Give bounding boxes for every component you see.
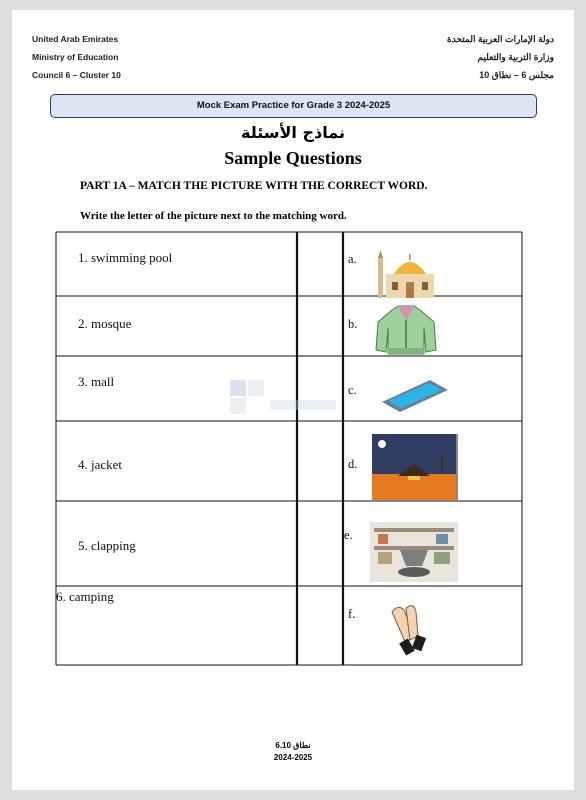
jacket-icon xyxy=(374,304,438,356)
word-4: 4. jacket xyxy=(78,457,123,472)
footer-year: 2024-2025 xyxy=(273,753,313,762)
header-right xyxy=(447,30,554,84)
header-council: Council 6 – Cluster 10 xyxy=(32,70,121,80)
clapping-hands-icon xyxy=(384,600,434,658)
part-heading: PART 1A – MATCH THE PICTURE WITH THE CORRECT WORD. xyxy=(80,180,428,192)
letter-a: a. xyxy=(348,252,357,266)
page-footer xyxy=(12,740,574,764)
exam-banner: Mock Exam Practice for Grade 3 2024-2025 xyxy=(50,94,537,118)
header-ministry-ar: وزارة التربية والتعليم xyxy=(477,52,554,62)
swimming-pool-icon xyxy=(378,376,450,414)
header-left xyxy=(32,30,121,84)
mall-icon xyxy=(370,522,458,582)
title-english: Sample Questions xyxy=(224,148,362,168)
watermark-logo xyxy=(230,380,340,424)
instruction-text: Write the letter of the picture next to the matching word. xyxy=(80,210,347,222)
letter-b: b. xyxy=(348,317,358,331)
exam-page xyxy=(12,10,574,790)
header-ministry: Ministry of Education xyxy=(32,52,119,62)
word-5: 5. clapping xyxy=(78,538,136,553)
letter-e: e. xyxy=(344,528,353,542)
header-country: United Arab Emirates xyxy=(32,34,119,44)
footer-page-number: نطاق 6.10 xyxy=(275,741,311,750)
camping-icon xyxy=(372,434,458,500)
answer-column[interactable] xyxy=(299,233,341,664)
letter-f: f. xyxy=(348,607,356,621)
header-country-ar: دولة الإمارات العربية المتحدة xyxy=(447,34,554,44)
mosque-icon xyxy=(372,248,438,300)
letter-c: c. xyxy=(348,383,357,397)
word-2: 2. mosque xyxy=(78,316,132,331)
letter-d: d. xyxy=(348,457,358,471)
title-arabic: نماذج الأسئلة xyxy=(241,123,345,142)
header-council-ar: مجلس 6 – نطاق 10 xyxy=(479,70,554,80)
word-6: 6. camping xyxy=(56,589,114,604)
word-3: 3. mall xyxy=(78,374,115,389)
word-1: 1. swimming pool xyxy=(78,250,173,265)
